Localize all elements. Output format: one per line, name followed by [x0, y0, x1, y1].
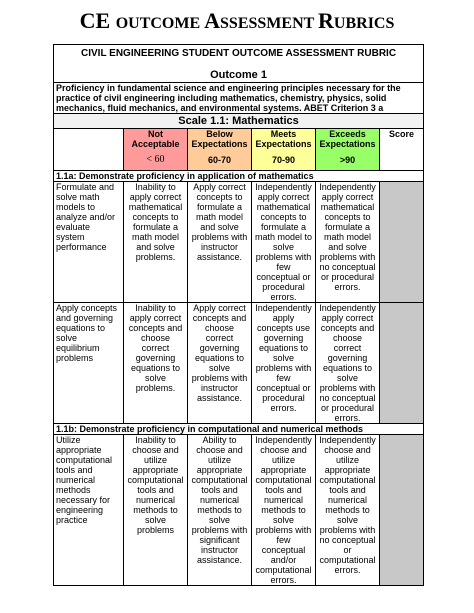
scale-title: Scale 1.1: Mathematics [54, 114, 424, 129]
outcome-label: Outcome 1 [210, 69, 267, 81]
level-exceeds-expectations [316, 129, 380, 171]
scale-row [54, 114, 424, 129]
level-name: Meets Expectations [255, 129, 312, 149]
title-part: R [318, 8, 334, 33]
score-header: Score [380, 129, 424, 171]
not-acceptable-cell: Inability to apply correct mathematical concepts to formulate a math model and solve problems. [124, 182, 188, 303]
intro-row [54, 83, 424, 114]
exceeds-expectations-cell: Independently choose and utilize appropriate computational tools and numerical methods to solve problems with no conceptual or computational errors. [316, 435, 380, 586]
section-heading-row [54, 171, 424, 182]
meets-expectations-cell: Independently choose and utilize appropriate computational tools and numerical methods to solve problems with few conceptual and/or computational errors. [252, 435, 316, 586]
level-range: < 60 [146, 154, 165, 165]
level-name: Below Expectations [191, 129, 248, 149]
title-part: A [204, 8, 221, 33]
level-name: Exceeds Expectations [319, 129, 376, 149]
section-heading-row [54, 424, 424, 435]
criterion-cell: Utilize appropriate computational tools and numerical methods necessary for engineering practice [54, 435, 124, 586]
title-part: CE [79, 8, 116, 33]
document-title [0, 8, 474, 37]
below-expectations-cell: Apply correct concepts to formulate a math model and solve problems with instructor assistance. [188, 182, 252, 303]
title-part: SSESSMENT [220, 15, 319, 32]
below-expectations-cell: Apply correct concepts and choose correct governing equations to solve problems with instructor assistance. [188, 303, 252, 424]
rubric-header-row [54, 45, 424, 83]
level-name: Not Acceptable [131, 129, 180, 149]
title-part: OUTCOME [115, 15, 205, 32]
score-cell[interactable] [380, 182, 424, 303]
exceeds-expectations-cell: Independently apply correct concepts and choose correct governing equations to solve problems with no conceptual or procedural errors. [316, 303, 380, 424]
score-cell[interactable] [380, 435, 424, 586]
exceeds-expectations-cell: Independently apply correct mathematical concepts to formulate a math model and solve problems with no conceptual or procedural errors. [316, 182, 380, 303]
rubric-title: CIVIL ENGINEERING STUDENT OUTCOME ASSESSMENT RUBRIC [81, 48, 397, 59]
criterion-cell: Apply concepts and governing equations to solve equilibrium problems [54, 303, 124, 424]
levels-row [54, 129, 424, 171]
level-range: >90 [339, 155, 356, 165]
level-not-acceptable [124, 129, 188, 171]
section-heading: 1.1b: Demonstrate proficiency in computational and numerical methods [54, 424, 424, 435]
title-part: UBRICS [333, 15, 395, 32]
score-cell[interactable] [380, 303, 424, 424]
rubric-header [54, 45, 424, 83]
rubric-row [54, 182, 424, 303]
level-range: 60-70 [207, 155, 232, 165]
rubric-table [53, 44, 424, 586]
level-meets-expectations [252, 129, 316, 171]
levels-blank-cell [54, 129, 124, 171]
below-expectations-cell: Ability to choose and utilize appropriate computational tools and numerical methods to solve problems with significant instructor assistance. [188, 435, 252, 586]
not-acceptable-cell: Inability to choose and utilize appropriate computational tools and numerical methods to solve problems [124, 435, 188, 586]
section-heading: 1.1a: Demonstrate proficiency in application of mathematics [54, 171, 424, 182]
criterion-cell: Formulate and solve math models to analyze and/or evaluate system performance [54, 182, 124, 303]
not-acceptable-cell: Inability to apply correct concepts and choose correct governing equations to solve problems. [124, 303, 188, 424]
rubric-row [54, 303, 424, 424]
level-range: 70-90 [271, 155, 296, 165]
outcome-description: Proficiency in fundamental science and engineering principles necessary for the practice of civil engineering including mathematics, chemistry, physics, solid mechanics, fluid mechanics, and environmental systems. ABET Criterion 3 a [54, 83, 424, 114]
meets-expectations-cell: Independently apply correct mathematical concepts to formulate a math model to solve problems with few conceptual or procedural errors. [252, 182, 316, 303]
level-below-expectations [188, 129, 252, 171]
rubric-row [54, 435, 424, 586]
meets-expectations-cell: Independently apply concepts use governing equations to solve problems with few conceptual or procedural errors. [252, 303, 316, 424]
